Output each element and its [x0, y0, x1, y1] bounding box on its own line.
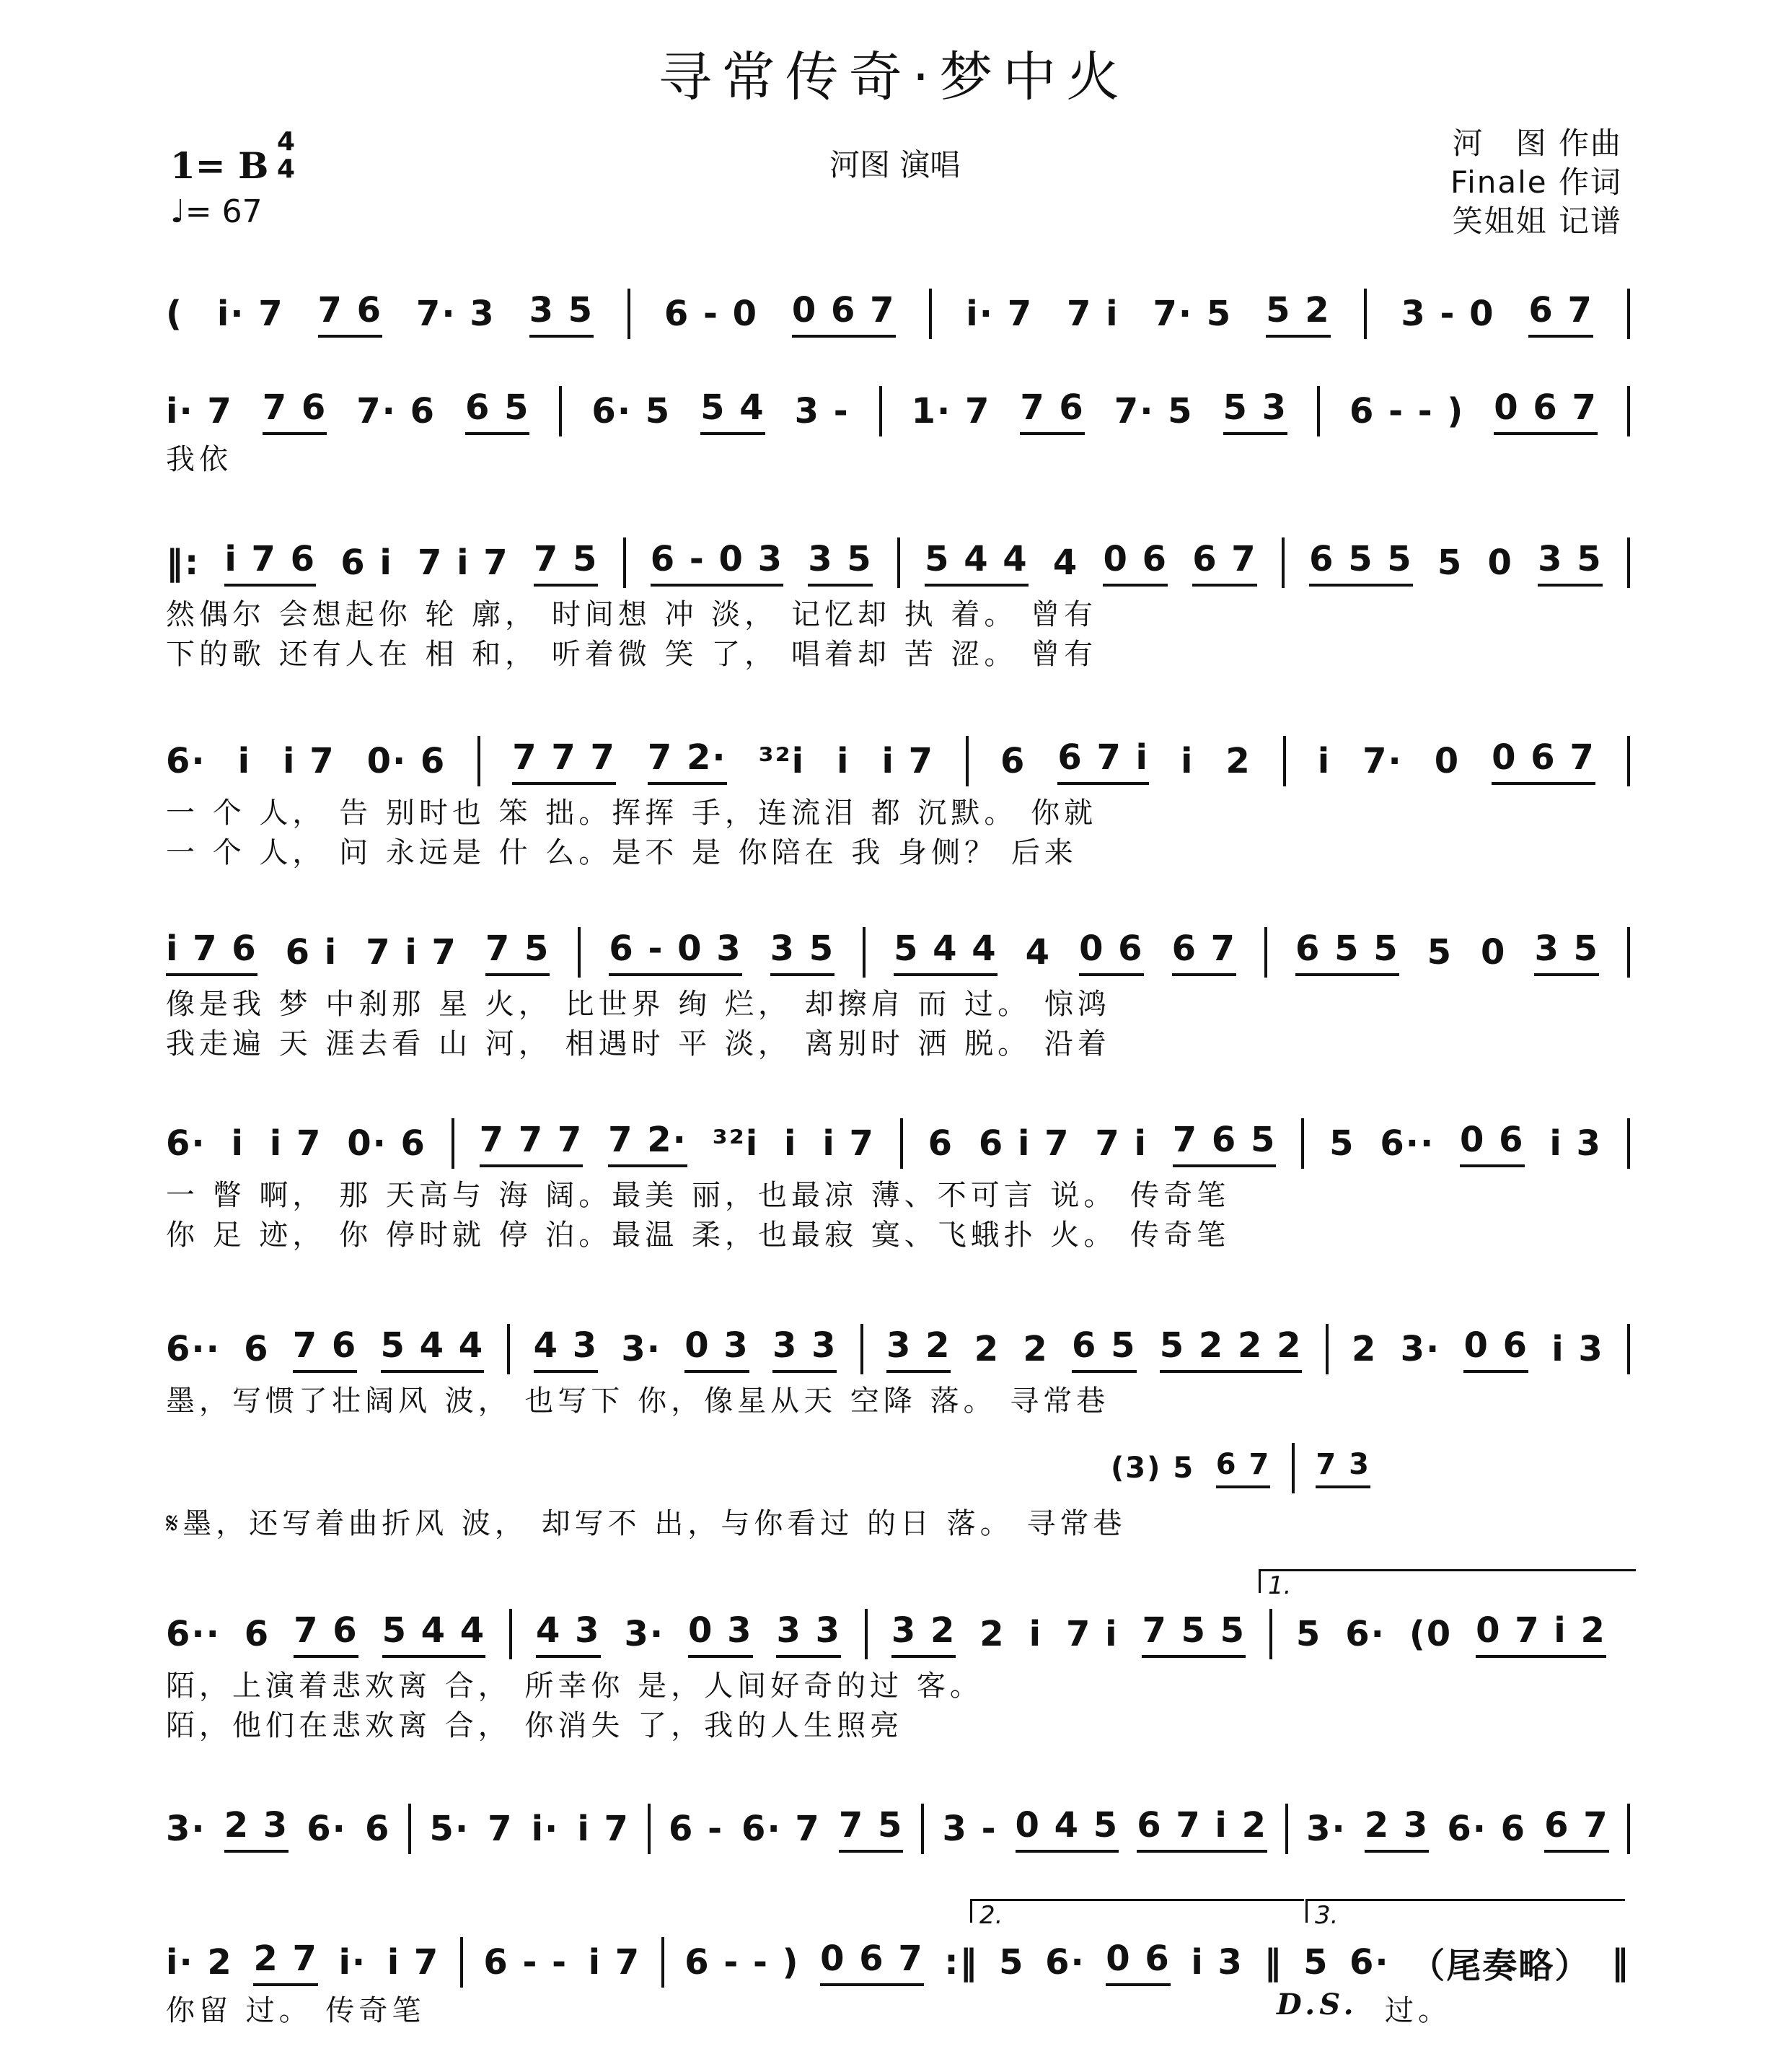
note-group: 3·: [624, 1614, 665, 1654]
bar-line: [408, 1804, 411, 1854]
lyric-line: 我依: [166, 443, 232, 476]
bar-line: [623, 537, 626, 588]
lyric-line: 下的歌 还有人在 相 和， 听着微 笑 了， 唱着却 苦 涩。 曾有: [166, 638, 1098, 671]
page-title: 寻常传奇·梦中火: [658, 46, 1130, 108]
bar-line: [879, 386, 882, 436]
note-group: i 7: [577, 1809, 630, 1849]
tempo-marking: ♩= 67: [170, 193, 263, 230]
bar-line: [1326, 1324, 1329, 1374]
lyric-line: 然偶尔 会想起你 轮 廓， 时间想 冲 淡， 记忆却 执 着。 曾有: [166, 598, 1098, 631]
note-group: ³²i: [758, 741, 806, 781]
notes-line: [166, 1804, 1630, 1854]
note-group: 6 5: [465, 387, 530, 435]
note-group: 6 - 0 3: [609, 929, 741, 976]
note-group: 6· 7: [741, 1809, 821, 1849]
note-group: 5: [1303, 1942, 1329, 1983]
note-group: 6 i: [340, 543, 393, 583]
bar-line: [661, 1937, 664, 1988]
note-group: i· 2: [166, 1942, 233, 1983]
bar-line: [1301, 1118, 1304, 1169]
notes-line: [166, 1324, 1630, 1374]
note-group: i: [784, 1123, 798, 1164]
note-group: 4: [1052, 543, 1079, 583]
bar-line: [559, 386, 562, 436]
bar-line: [460, 1937, 463, 1988]
notes-line: [166, 736, 1630, 786]
note-group: (3) 5: [1111, 1452, 1195, 1485]
note-group: 0: [1487, 543, 1513, 583]
bar-line: [1627, 1324, 1630, 1374]
note-group: 6: [364, 1809, 391, 1849]
note-group: 3 3: [776, 1610, 841, 1658]
note-group: 0 6: [1103, 539, 1168, 587]
note-group: 5 4 4: [381, 1325, 485, 1373]
note-group: 3·: [621, 1329, 661, 1369]
bar-line: [897, 537, 900, 588]
note-group: 6 i 7: [978, 1123, 1070, 1164]
note-group: 5: [1329, 1123, 1355, 1164]
note-group: 6 7: [1528, 290, 1593, 338]
note-group: 0: [1434, 741, 1461, 781]
note-group: ‖: [1611, 1942, 1630, 1983]
bar-line: [1264, 927, 1267, 978]
note-group: 5: [1295, 1614, 1322, 1654]
note-group: 2: [1351, 1329, 1378, 1369]
note-group: 0 7 i 2: [1476, 1610, 1606, 1658]
note-group: i 7: [881, 741, 935, 781]
note-group: 7 6: [318, 290, 383, 338]
note-group: 1· 7: [911, 391, 991, 431]
note-group: 3 -: [794, 391, 850, 431]
note-group: 7 2·: [648, 737, 727, 785]
note-group: 2: [979, 1614, 1005, 1654]
note-group: 6 5: [1072, 1325, 1137, 1373]
note-group: 2 7: [253, 1939, 318, 1986]
note-group: 7 3: [1316, 1448, 1370, 1488]
lyric-line: 墨，写惯了壮阔风 波， 也写下 你，像星从天 空降 落。 寻常巷: [166, 1384, 1110, 1418]
note-group: 5: [999, 1942, 1025, 1983]
notes-line: [166, 289, 1630, 339]
lyric-line: D.S.: [1277, 1988, 1358, 2021]
note-group: 6·: [1045, 1942, 1085, 1983]
note-group: 6 7: [1216, 1448, 1271, 1488]
note-group: ³²i: [712, 1123, 759, 1164]
note-group: (0: [1409, 1614, 1453, 1654]
note-group: 6· 5: [591, 391, 671, 431]
note-group: 6 7 i: [1057, 737, 1149, 785]
lyric-line: 陌，他们在悲欢离 合， 你消失 了，我的人生照亮: [166, 1709, 904, 1742]
note-group: 5·: [429, 1809, 470, 1849]
singer-credit: 河图 演唱: [829, 147, 961, 183]
note-group: 5 4 4: [925, 539, 1029, 587]
note-group: 3 - 0: [1401, 294, 1495, 334]
bar-line: [1627, 289, 1630, 339]
note-group: 6 - - ): [684, 1942, 800, 1983]
note-group: 0 6 7: [792, 290, 896, 338]
note-group: 4 3: [534, 1325, 599, 1373]
note-group: 0· 6: [347, 1123, 426, 1164]
bar-line: [865, 1609, 868, 1659]
note-group: 6: [1000, 741, 1026, 781]
note-group: i· 7: [966, 294, 1034, 334]
note-group: 7 6: [293, 1325, 358, 1373]
note-group: 4 3: [536, 1610, 601, 1658]
note-group: 6 -: [668, 1809, 723, 1849]
notes-line: [166, 386, 1630, 436]
note-group: 5 2: [1266, 290, 1331, 338]
note-group: 7 7 7: [512, 737, 616, 785]
note-group: 7 7 7: [480, 1120, 583, 1167]
key-signature: 1= B: [170, 144, 269, 187]
note-group: 5 2 2 2: [1160, 1325, 1303, 1373]
note-group: 6 7: [1192, 539, 1257, 587]
note-group: 6 - - ): [1349, 391, 1465, 431]
note-group: 5 4: [700, 387, 765, 435]
lyric-line: 你留 过。 传奇笔: [166, 1994, 426, 2027]
note-group: i: [1029, 1614, 1043, 1654]
note-group: 6·: [307, 1809, 347, 1849]
lyric-line: 你 足 迹， 你 停时就 停 泊。最温 柔，也最寂 寞、飞蛾扑 火。 传奇笔: [166, 1219, 1230, 1252]
note-group: 7· 3: [415, 294, 496, 334]
ending-second: 2.: [970, 1899, 1304, 1923]
note-group: 5 4 4: [382, 1610, 486, 1658]
note-group: 6 - 0: [664, 294, 758, 334]
note-group: 5 3: [1223, 387, 1288, 435]
note-group: 7 i 7: [366, 932, 457, 973]
note-group: 6 - -: [483, 1942, 568, 1983]
note-group: 6·: [1345, 1614, 1386, 1654]
bar-line: [1627, 386, 1630, 436]
note-group: 3 3: [772, 1325, 837, 1373]
note-group: 6 5 5: [1309, 539, 1413, 587]
note-group: 6··: [166, 1614, 221, 1654]
ending-third: 3.: [1305, 1899, 1625, 1923]
note-group: 0 4 5: [1016, 1805, 1119, 1853]
ending-first: 1.: [1259, 1569, 1636, 1593]
note-group: 0 6: [1460, 1120, 1525, 1167]
bar-line: [452, 1118, 454, 1169]
bar-line: [1627, 736, 1630, 786]
note-group: 6··: [1380, 1123, 1435, 1164]
bar-line: [1317, 386, 1320, 436]
note-group: 6 7 i 2: [1137, 1805, 1267, 1853]
note-group: 2: [974, 1329, 1000, 1369]
bar-line: [477, 736, 480, 786]
bar-line: [1282, 537, 1285, 588]
time-top: 4: [277, 127, 296, 157]
note-group: 7 2·: [608, 1120, 687, 1167]
note-group: 7 i: [1066, 294, 1119, 334]
bar-line: [1627, 927, 1630, 978]
lyricist-credit: Finale 作词: [1450, 164, 1622, 200]
bar-line: [509, 1609, 512, 1659]
note-group: 6 5 5: [1295, 929, 1399, 976]
note-group: 3 5: [808, 539, 873, 587]
note-group: i 7: [283, 741, 335, 781]
note-group: (: [166, 294, 183, 334]
note-group: （尾奏略）: [1410, 1945, 1591, 1986]
bar-line: [1269, 1609, 1272, 1659]
notes-line: [166, 1609, 1630, 1659]
notes-line: [166, 927, 1630, 978]
bar-line: [578, 927, 581, 978]
bar-line: [1627, 537, 1630, 588]
note-group: 7 6 5: [1173, 1120, 1277, 1167]
time-bottom: 4: [277, 154, 296, 184]
note-group: i 3: [1551, 1329, 1604, 1369]
note-group: ‖: [1264, 1942, 1283, 1983]
note-group: 7 i: [1065, 1614, 1119, 1654]
note-group: i 7: [387, 1942, 440, 1983]
note-group: 0 6: [1106, 1939, 1171, 1986]
notes-line: [166, 1937, 1630, 1988]
note-group: 6·: [166, 741, 206, 781]
bar-line: [1283, 736, 1286, 786]
note-group: 5: [1437, 543, 1463, 583]
note-group: 7 5: [534, 539, 599, 587]
note-group: 7· 5: [1114, 391, 1194, 431]
note-group: 6·: [1349, 1942, 1390, 1983]
lyric-line: 像是我 梦 中刹那 星 火， 比世界 绚 烂， 却擦肩 而 过。 惊鸿: [166, 988, 1111, 1021]
note-group: i 7: [588, 1942, 641, 1983]
notes-line: [166, 537, 1630, 588]
note-group: i 3: [1191, 1942, 1243, 1983]
note-group: 3·: [1306, 1809, 1347, 1849]
note-group: 3 -: [942, 1809, 998, 1849]
note-group: 6 i: [285, 932, 338, 973]
note-group: 6: [244, 1329, 270, 1369]
note-group: i 7 6: [224, 539, 316, 587]
note-group: 2 3: [1365, 1805, 1430, 1853]
transcriber-credit: 笑姐姐 记谱: [1452, 203, 1622, 239]
note-group: 6 7: [1172, 929, 1237, 976]
bar-line: [1285, 1804, 1288, 1854]
note-group: i: [231, 1123, 245, 1164]
lyric-line: 𝄋墨，还写着曲折风 波， 却写不 出，与你看过 的日 落。 寻常巷: [166, 1507, 1127, 1540]
note-group: ‖:: [166, 543, 201, 583]
lyric-line: 过。: [1385, 1994, 1451, 2027]
note-group: 0 6 7: [820, 1939, 924, 1986]
note-group: 7 5 5: [1142, 1610, 1246, 1658]
note-group: 0: [1481, 932, 1507, 973]
note-group: 3 5: [770, 929, 835, 976]
note-group: 6 7: [1544, 1805, 1609, 1853]
note-group: 2 3: [224, 1805, 289, 1853]
note-group: 0 6: [1079, 929, 1144, 976]
note-group: 7· 5: [1153, 294, 1233, 334]
note-group: 6 - 0 3: [651, 539, 783, 587]
time-signature: [277, 128, 295, 183]
note-group: 6·: [166, 1123, 206, 1164]
note-group: 7 5: [839, 1805, 904, 1853]
note-group: 0 3: [684, 1325, 749, 1373]
note-group: 0 3: [688, 1610, 753, 1658]
note-group: i·: [338, 1942, 367, 1983]
note-group: i· 7: [216, 294, 284, 334]
note-group: i: [1317, 741, 1331, 781]
note-group: 0 6: [1463, 1325, 1528, 1373]
note-group: 2: [1023, 1329, 1049, 1369]
note-group: 0 6 7: [1494, 387, 1598, 435]
note-group: i 3: [1549, 1123, 1602, 1164]
note-group: 7 i 7: [418, 543, 509, 583]
note-group: 7 6: [1020, 387, 1085, 435]
bar-line: [1364, 289, 1367, 339]
note-group: i 7: [822, 1123, 875, 1164]
bar-line: [929, 289, 932, 339]
note-group: 6··: [166, 1329, 221, 1369]
bar-line: [921, 1804, 924, 1854]
note-group: i: [1180, 741, 1194, 781]
note-group: 7 i: [1095, 1123, 1148, 1164]
note-group: 3·: [166, 1809, 206, 1849]
lyric-line: 陌，上演着悲欢离 合， 所幸你 是，人间好奇的过 客。: [166, 1669, 983, 1703]
note-group: 7 6: [294, 1610, 358, 1658]
bar-line: [627, 289, 630, 339]
note-group: 3 5: [1534, 929, 1599, 976]
note-group: 6· 6: [1447, 1809, 1527, 1849]
note-group: 6: [928, 1123, 954, 1164]
note-group: 4: [1025, 932, 1052, 973]
note-group: 3 5: [529, 290, 594, 338]
note-group: i 7 6: [166, 929, 257, 976]
notes-line: [166, 1118, 1630, 1169]
note-group: i: [837, 741, 850, 781]
note-group: 7 6: [263, 387, 327, 435]
note-group: 5 4 4: [894, 929, 998, 976]
notes-line: [1111, 1443, 1370, 1493]
note-group: 3 5: [1538, 539, 1603, 587]
note-group: 7 5: [485, 929, 550, 976]
bar-line: [507, 1324, 510, 1374]
note-group: :‖: [944, 1942, 979, 1983]
composer-credit: 河 图 作曲: [1452, 126, 1622, 161]
bar-line: [648, 1804, 651, 1854]
note-group: 0 6 7: [1492, 737, 1595, 785]
note-group: 7·: [1362, 741, 1403, 781]
note-group: 3·: [1400, 1329, 1441, 1369]
note-group: i· 7: [166, 391, 233, 431]
note-group: i 7: [269, 1123, 322, 1164]
bar-line: [1627, 1804, 1630, 1854]
bar-line: [1627, 1118, 1630, 1169]
note-group: 7: [488, 1809, 514, 1849]
lyric-line: 一 瞥 啊， 那 天高与 海 阔。最美 丽，也最凉 薄、不可言 说。 传奇笔: [166, 1179, 1230, 1212]
bar-line: [1292, 1443, 1295, 1493]
note-group: 0· 6: [366, 741, 446, 781]
lyric-line: 一 个 人， 问 永远是 什 么。是不 是 你陪在 我 身侧？ 后来: [166, 836, 1078, 869]
note-group: 3 2: [891, 1610, 956, 1658]
lyric-line: 我走遍 天 涯去看 山 河， 相遇时 平 淡， 离别时 洒 脱。 沿着: [166, 1027, 1111, 1061]
bar-line: [863, 927, 866, 978]
note-group: 7· 6: [356, 391, 436, 431]
note-group: 5: [1427, 932, 1453, 973]
bar-line: [900, 1118, 903, 1169]
bar-line: [860, 1324, 863, 1374]
note-group: 2: [1225, 741, 1251, 781]
note-group: 6: [244, 1614, 270, 1654]
note-group: i: [237, 741, 252, 781]
bar-line: [966, 736, 969, 786]
lyric-line: 一 个 人， 告 别时也 笨 拙。挥挥 手，连流泪 都 沉默。 你就: [166, 796, 1098, 830]
note-group: i·: [531, 1809, 560, 1849]
note-group: 3 2: [886, 1325, 951, 1373]
